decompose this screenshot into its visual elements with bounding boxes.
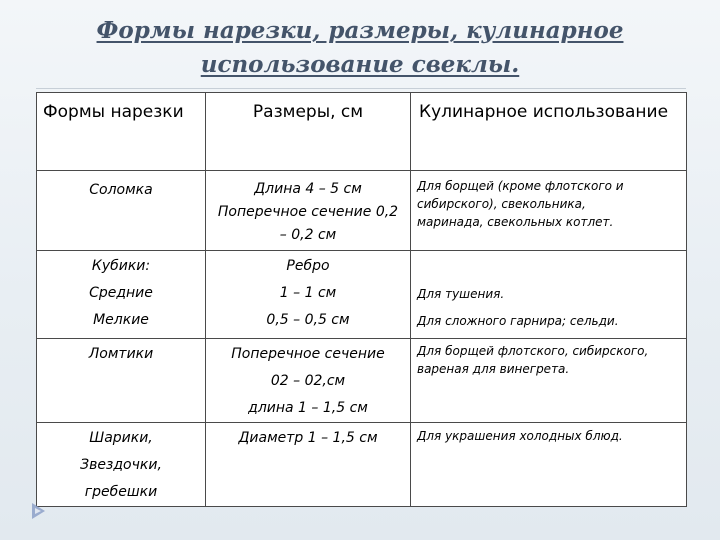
- use-line: маринада, свекольных котлет.: [417, 215, 614, 229]
- form-lomtiki: Ломтики: [88, 346, 154, 362]
- use-line: Для украшения холодных блюд.: [417, 429, 623, 443]
- size-line: длина 1 – 1,5 см: [248, 400, 368, 416]
- title-line-1: Формы нарезки, размеры, кулинарное: [96, 17, 624, 44]
- size-line: 02 – 02,см: [270, 373, 346, 389]
- use-cell: [411, 339, 687, 423]
- table-row: [37, 423, 687, 507]
- size-line: Диаметр 1 – 1,5 см: [238, 430, 378, 446]
- table-row: [37, 251, 687, 339]
- use-line: сибирского), свекольника,: [417, 197, 586, 211]
- table-row: [37, 171, 687, 251]
- size-line: 0,5 – 0,5 см: [266, 312, 350, 328]
- size-cell: [206, 339, 411, 423]
- form-grebeshki: гребешки: [84, 484, 158, 500]
- size-line: Поперечное сечение: [231, 346, 385, 362]
- size-cell: [206, 171, 411, 251]
- size-line: Ребро: [286, 258, 330, 274]
- form-solomka: Соломка: [89, 182, 153, 198]
- form-cell: [37, 171, 206, 251]
- title-line-2: использование свеклы.: [200, 51, 520, 78]
- size-line: – 0,2 см: [279, 227, 337, 243]
- form-srednie: Средние: [89, 285, 153, 301]
- header-sizes: Размеры, см: [206, 93, 411, 171]
- size-line: Длина 4 – 5 см: [254, 181, 362, 197]
- form-shariki: Шарики,: [89, 430, 153, 446]
- header-culinary-use: Кулинарное использование: [411, 93, 687, 171]
- header-forms: Формы нарезки: [37, 93, 206, 171]
- size-line: 1 – 1 см: [279, 285, 337, 301]
- cutting-forms-table: [36, 92, 687, 507]
- form-zvezdochki: Звездочки,: [80, 457, 162, 473]
- use-line: Для борщей флотского, сибирского,: [417, 344, 649, 358]
- table-row: [37, 339, 687, 423]
- use-cell: [411, 251, 687, 339]
- size-cell: [206, 423, 411, 507]
- use-line: Для сложного гарнира; сельди.: [417, 314, 619, 328]
- use-line: Для тушения.: [417, 287, 505, 301]
- table-header-row: [37, 93, 687, 171]
- title-divider: [36, 88, 686, 89]
- use-line: Для борщей (кроме флотского и: [417, 179, 624, 193]
- form-cell: [37, 251, 206, 339]
- slide-title: [60, 14, 660, 82]
- play-triangle-icon[interactable]: [30, 502, 46, 520]
- use-cell: [411, 171, 687, 251]
- size-line: Поперечное сечение 0,2: [217, 204, 399, 220]
- size-cell: [206, 251, 411, 339]
- form-kubiki: Кубики:: [91, 258, 151, 274]
- use-line: вареная для винегрета.: [417, 362, 570, 376]
- form-cell: [37, 339, 206, 423]
- form-cell: [37, 423, 206, 507]
- form-melkie: Мелкие: [93, 312, 149, 328]
- use-cell: [411, 423, 687, 507]
